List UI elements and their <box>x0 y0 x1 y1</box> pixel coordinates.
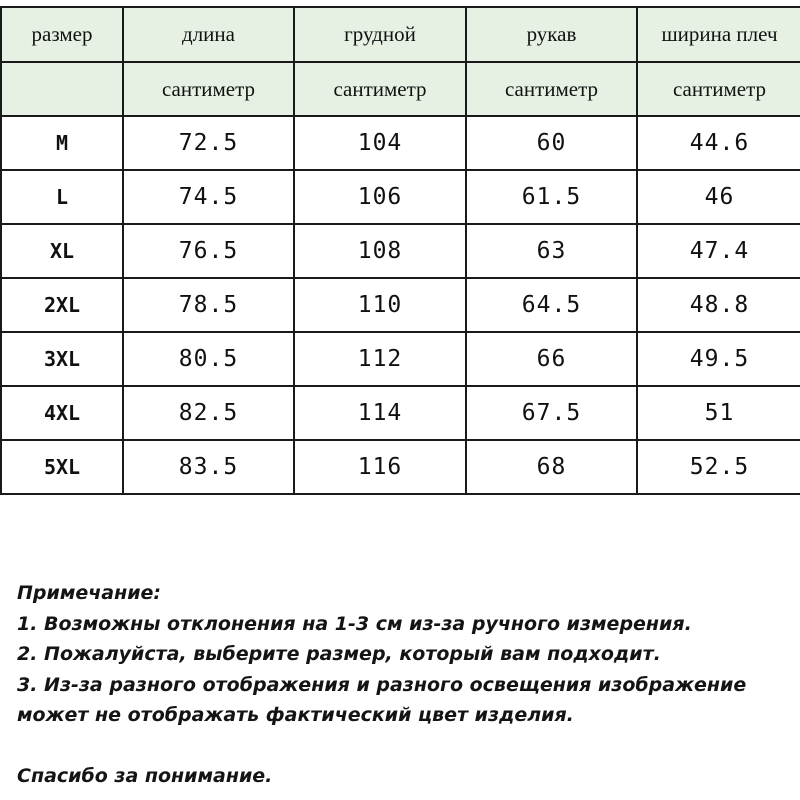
chest-cell: 114 <box>294 386 466 440</box>
unit-cell-length: сантиметр <box>123 62 294 116</box>
unit-cell-sleeve: сантиметр <box>466 62 637 116</box>
header-row <box>1 7 800 62</box>
header-length: длина <box>123 7 294 62</box>
size-cell: XL <box>1 224 123 278</box>
length-cell: 82.5 <box>123 386 294 440</box>
chest-cell: 112 <box>294 332 466 386</box>
note-block <box>17 578 787 791</box>
chest-cell: 110 <box>294 278 466 332</box>
note-title: Примечание: <box>17 582 162 604</box>
size-cell: L <box>1 170 123 224</box>
header-size: размер <box>1 7 123 62</box>
size-cell: 5XL <box>1 440 123 494</box>
shoulder-width-cell: 48.8 <box>637 278 800 332</box>
note-line: 3. Из-за разного отображения и разного освещения изображение <box>17 673 747 696</box>
table-row <box>1 278 800 332</box>
sleeve-cell: 60 <box>466 116 637 170</box>
chest-cell: 106 <box>294 170 466 224</box>
unit-cell-empty <box>1 62 123 116</box>
table-row <box>1 386 800 440</box>
unit-cell-chest: сантиметр <box>294 62 466 116</box>
length-cell: 76.5 <box>123 224 294 278</box>
size-cell: M <box>1 116 123 170</box>
size-cell: 2XL <box>1 278 123 332</box>
note-line: может не отображать фактический цвет изделия. <box>17 704 574 726</box>
table-row <box>1 224 800 278</box>
table-row <box>1 170 800 224</box>
table-row <box>1 332 800 386</box>
header-sleeve: рукав <box>466 7 637 62</box>
header-shoulder-width: ширина плеч <box>637 7 800 62</box>
sleeve-cell: 66 <box>466 332 637 386</box>
chest-cell: 116 <box>294 440 466 494</box>
shoulder-width-cell: 49.5 <box>637 332 800 386</box>
sleeve-cell: 61.5 <box>466 170 637 224</box>
shoulder-width-cell: 52.5 <box>637 440 800 494</box>
size-chart-table <box>0 6 800 495</box>
shoulder-width-cell: 44.6 <box>637 116 800 170</box>
sleeve-cell: 67.5 <box>466 386 637 440</box>
header-chest: грудной <box>294 7 466 62</box>
chest-cell: 104 <box>294 116 466 170</box>
length-cell: 72.5 <box>123 116 294 170</box>
table-row <box>1 116 800 170</box>
shoulder-width-cell: 51 <box>637 386 800 440</box>
size-cell: 3XL <box>1 332 123 386</box>
length-cell: 83.5 <box>123 440 294 494</box>
note-line: 1. Возможны отклонения на 1-3 см из-за ручного измерения. <box>17 612 692 635</box>
shoulder-width-cell: 47.4 <box>637 224 800 278</box>
size-cell: 4XL <box>1 386 123 440</box>
table-row <box>1 440 800 494</box>
length-cell: 78.5 <box>123 278 294 332</box>
unit-row <box>1 62 800 116</box>
chest-cell: 108 <box>294 224 466 278</box>
sleeve-cell: 64.5 <box>466 278 637 332</box>
sleeve-cell: 63 <box>466 224 637 278</box>
sleeve-cell: 68 <box>466 440 637 494</box>
length-cell: 80.5 <box>123 332 294 386</box>
length-cell: 74.5 <box>123 170 294 224</box>
unit-cell-shoulder-width: сантиметр <box>637 62 800 116</box>
note-line: 2. Пожалуйста, выберите размер, который вам подходит. <box>17 643 661 665</box>
shoulder-width-cell: 46 <box>637 170 800 224</box>
thanks-text: Спасибо за понимание. <box>17 764 273 787</box>
